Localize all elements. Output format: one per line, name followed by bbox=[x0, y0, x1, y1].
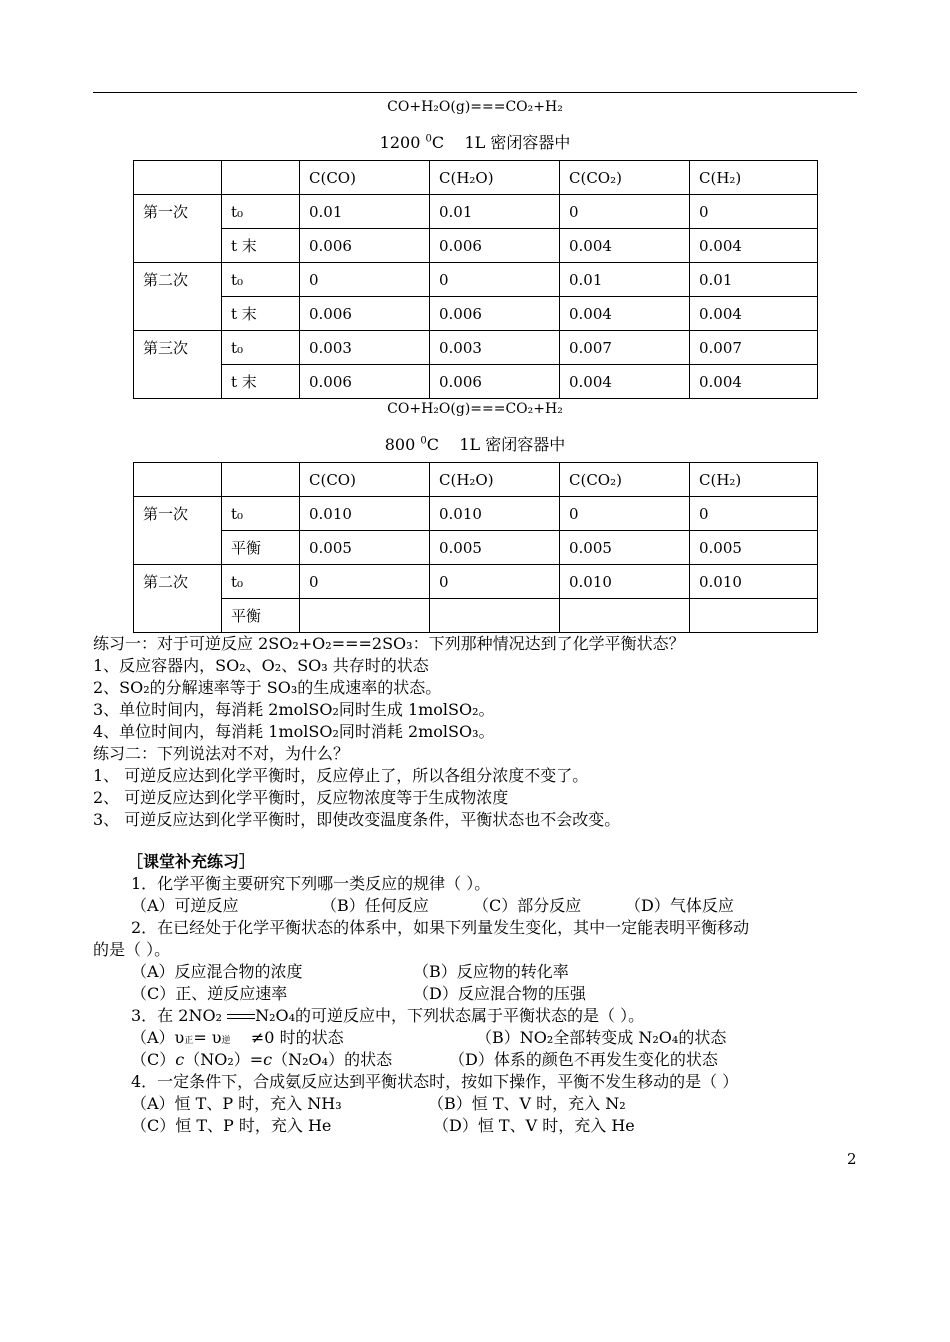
option-b: （B）恒 T、V 时，充入 N₂ bbox=[428, 1094, 626, 1113]
value-cell bbox=[690, 599, 818, 633]
question-4-options-row2 bbox=[131, 1116, 635, 1136]
value-cell bbox=[300, 599, 430, 633]
data-table-1200c bbox=[133, 160, 818, 399]
value-cell: 0.007 bbox=[560, 331, 690, 365]
time-cell: 平衡 bbox=[222, 531, 300, 565]
exercise1-item: 1、反应容器内，SO₂、O₂、SO₃ 共存时的状态 bbox=[93, 656, 429, 675]
time-cell: t₀ bbox=[222, 263, 300, 297]
table-header-row bbox=[134, 161, 818, 195]
option-d: （D）恒 T、V 时，充入 He bbox=[433, 1116, 635, 1135]
value-cell: 0.005 bbox=[300, 531, 430, 565]
value-cell: 0.005 bbox=[690, 531, 818, 565]
header-cell: C(CO) bbox=[300, 463, 430, 497]
value-cell: 0.004 bbox=[560, 297, 690, 331]
question-1: 1．化学平衡主要研究下列哪一类反应的规律（ ）。 bbox=[131, 874, 491, 893]
option-c bbox=[131, 1050, 392, 1069]
exercise1-title: 练习一：对于可逆反应 2SO₂+O₂===2SO₃：下列那种情况达到了化学平衡状态？ bbox=[93, 634, 685, 653]
table-row bbox=[134, 331, 818, 365]
value-cell: 0 bbox=[430, 263, 560, 297]
option-a: （A）反应混合物的浓度 bbox=[131, 962, 303, 981]
time-cell: t 末 bbox=[222, 365, 300, 399]
exercise1-item: 3、单位时间内，每消耗 2molSO₂同时生成 1molSO₂。 bbox=[93, 700, 495, 719]
q3c-text: （NO₂）= bbox=[184, 1050, 264, 1069]
header-cell: C(CO₂) bbox=[560, 463, 690, 497]
value-cell bbox=[560, 599, 690, 633]
option-a: （A）恒 T、P 时，充入 NH₃ bbox=[131, 1094, 342, 1113]
value-cell: 0 bbox=[300, 263, 430, 297]
value-cell: 0.006 bbox=[300, 229, 430, 263]
table1-temp: 1200 bbox=[379, 133, 421, 152]
question-1-options bbox=[131, 896, 734, 916]
option-a bbox=[131, 1028, 344, 1047]
option-b: （B）反应物的转化率 bbox=[413, 962, 569, 981]
table-row bbox=[134, 297, 818, 331]
value-cell: 0 bbox=[560, 195, 690, 229]
value-cell: 0.01 bbox=[560, 263, 690, 297]
value-cell: 0.004 bbox=[690, 365, 818, 399]
header-cell bbox=[134, 463, 222, 497]
equilibrium-arrow-icon bbox=[227, 1012, 255, 1022]
time-cell: 平衡 bbox=[222, 599, 300, 633]
option-c: （C）恒 T、P 时，充入 He bbox=[131, 1116, 332, 1135]
value-cell: 0.004 bbox=[690, 297, 818, 331]
supplement-title: ［课堂补充练习］ bbox=[127, 852, 256, 871]
time-cell: t₀ bbox=[222, 497, 300, 531]
value-cell: 0.006 bbox=[300, 297, 430, 331]
time-cell: t₀ bbox=[222, 565, 300, 599]
table-row bbox=[134, 195, 818, 229]
data-table-800c bbox=[133, 462, 818, 633]
value-cell: 0.010 bbox=[430, 497, 560, 531]
value-cell bbox=[430, 599, 560, 633]
value-cell: 0.003 bbox=[430, 331, 560, 365]
value-cell: 0.006 bbox=[430, 365, 560, 399]
value-cell: 0 bbox=[690, 195, 818, 229]
q3a-text: ≠0 时的状态 bbox=[250, 1028, 344, 1047]
group-label: 第二次 bbox=[134, 263, 222, 331]
group-label: 第一次 bbox=[134, 195, 222, 263]
question-3-options-row2 bbox=[131, 1050, 718, 1070]
question-2-options-row1 bbox=[131, 962, 569, 982]
value-cell: 0.004 bbox=[560, 365, 690, 399]
question-3 bbox=[131, 1006, 644, 1026]
option-b: （B）任何反应 bbox=[321, 896, 429, 915]
equation-2: CO+H₂O(g)===CO₂+H₂ bbox=[387, 401, 563, 417]
exercise2-item: 2、 可逆反应达到化学平衡时，反应物浓度等于生成物浓度 bbox=[93, 788, 509, 807]
q3c-text: （C） bbox=[131, 1050, 176, 1069]
table1-container: 1L 密闭容器中 bbox=[464, 133, 571, 152]
exercise1-item: 2、SO₂的分解速率等于 SO₃的生成速率的状态。 bbox=[93, 678, 442, 697]
table-row bbox=[134, 565, 818, 599]
group-label: 第二次 bbox=[134, 565, 222, 633]
header-cell: C(H₂) bbox=[690, 463, 818, 497]
table-row bbox=[134, 263, 818, 297]
time-cell: t 末 bbox=[222, 229, 300, 263]
value-cell: 0.01 bbox=[690, 263, 818, 297]
q3-prefix: 3．在 2NO₂ bbox=[131, 1006, 228, 1025]
header-cell bbox=[222, 463, 300, 497]
header-cell: C(H₂O) bbox=[430, 463, 560, 497]
q3a-text: = υ bbox=[193, 1028, 222, 1047]
option-d: （D）反应混合物的压强 bbox=[413, 984, 586, 1003]
q3c-text: （N₂O₄）的状态 bbox=[272, 1050, 393, 1069]
time-cell: t 末 bbox=[222, 297, 300, 331]
header-cell: C(H₂) bbox=[690, 161, 818, 195]
value-cell: 0.006 bbox=[430, 229, 560, 263]
group-label: 第三次 bbox=[134, 331, 222, 399]
option-a: （A）可逆反应 bbox=[131, 896, 239, 915]
question-3-options-row1 bbox=[131, 1028, 727, 1051]
value-cell: 0.003 bbox=[300, 331, 430, 365]
value-cell: 0 bbox=[300, 565, 430, 599]
header-rule bbox=[93, 92, 857, 93]
value-cell: 0 bbox=[560, 497, 690, 531]
equation-1: CO+H₂O(g)===CO₂+H₂ bbox=[387, 99, 563, 115]
group-label: 第一次 bbox=[134, 497, 222, 565]
option-b: （B）NO₂全部转变成 N₂O₄的状态 bbox=[476, 1028, 727, 1047]
value-cell: 0.01 bbox=[300, 195, 430, 229]
table1-condition bbox=[93, 130, 857, 153]
table2-container: 1L 密闭容器中 bbox=[459, 435, 566, 454]
option-d: （D）气体反应 bbox=[625, 896, 734, 915]
table1-unit: C bbox=[431, 133, 445, 152]
table2-temp: 800 bbox=[384, 435, 416, 454]
value-cell: 0.010 bbox=[300, 497, 430, 531]
value-cell: 0 bbox=[430, 565, 560, 599]
value-cell: 0.01 bbox=[430, 195, 560, 229]
exercise1-item: 4、单位时间内，每消耗 1molSO₂同时消耗 2molSO₃。 bbox=[93, 722, 495, 741]
option-c: （C）部分反应 bbox=[473, 896, 582, 915]
table2-condition bbox=[93, 432, 857, 455]
table-row bbox=[134, 497, 818, 531]
option-d: （D）体系的颜色不再发生变化的状态 bbox=[449, 1050, 718, 1069]
question-4: 4．一定条件下，合成氨反应达到平衡状态时，按如下操作，平衡不发生移动的是（ ） bbox=[131, 1072, 739, 1091]
q3a-sub-forward: 正 bbox=[184, 1036, 194, 1046]
value-cell: 0.004 bbox=[690, 229, 818, 263]
value-cell: 0.005 bbox=[560, 531, 690, 565]
question-2-line1: 2．在已经处于化学平衡状态的体系中，如果下列量发生变化，其中一定能表明平衡移动 bbox=[131, 918, 750, 937]
table2-unit: C bbox=[426, 435, 439, 454]
q3a-sub-reverse: 逆 bbox=[221, 1036, 231, 1046]
page-number: 2 bbox=[847, 1150, 857, 1168]
question-2-line2: 的是（ ）。 bbox=[93, 940, 171, 959]
value-cell: 0.006 bbox=[300, 365, 430, 399]
option-c: （C）正、逆反应速率 bbox=[131, 984, 288, 1003]
q3c-italic: c bbox=[263, 1050, 273, 1069]
exercise2-item: 1、 可逆反应达到化学平衡时，反应停止了，所以各组分浓度不变了。 bbox=[93, 766, 589, 785]
question-4-options-row1 bbox=[131, 1094, 626, 1114]
q3a-text: （A）υ bbox=[131, 1028, 185, 1047]
q3c-italic: c bbox=[175, 1050, 185, 1069]
value-cell: 0.006 bbox=[430, 297, 560, 331]
table-header-row bbox=[134, 463, 818, 497]
table-row bbox=[134, 229, 818, 263]
value-cell: 0.005 bbox=[430, 531, 560, 565]
table-row bbox=[134, 531, 818, 565]
value-cell: 0.007 bbox=[690, 331, 818, 365]
table-row bbox=[134, 599, 818, 633]
value-cell: 0.010 bbox=[560, 565, 690, 599]
value-cell: 0.004 bbox=[560, 229, 690, 263]
exercise2-title: 练习二：下列说法对不对，为什么？ bbox=[93, 744, 350, 763]
table-row bbox=[134, 365, 818, 399]
header-cell bbox=[134, 161, 222, 195]
table2-degree: 0 bbox=[420, 435, 427, 447]
value-cell: 0 bbox=[690, 497, 818, 531]
header-cell bbox=[222, 161, 300, 195]
table1-degree: 0 bbox=[425, 133, 432, 145]
header-cell: C(CO) bbox=[300, 161, 430, 195]
exercise2-item: 3、 可逆反应达到化学平衡时，即使改变温度条件，平衡状态也不会改变。 bbox=[93, 810, 621, 829]
question-2-options-row2 bbox=[131, 984, 586, 1004]
q3-suffix: N₂O₄的可逆反应中，下列状态属于平衡状态的是（ ）。 bbox=[255, 1006, 645, 1025]
header-cell: C(CO₂) bbox=[560, 161, 690, 195]
header-cell: C(H₂O) bbox=[430, 161, 560, 195]
time-cell: t₀ bbox=[222, 331, 300, 365]
value-cell: 0.010 bbox=[690, 565, 818, 599]
time-cell: t₀ bbox=[222, 195, 300, 229]
